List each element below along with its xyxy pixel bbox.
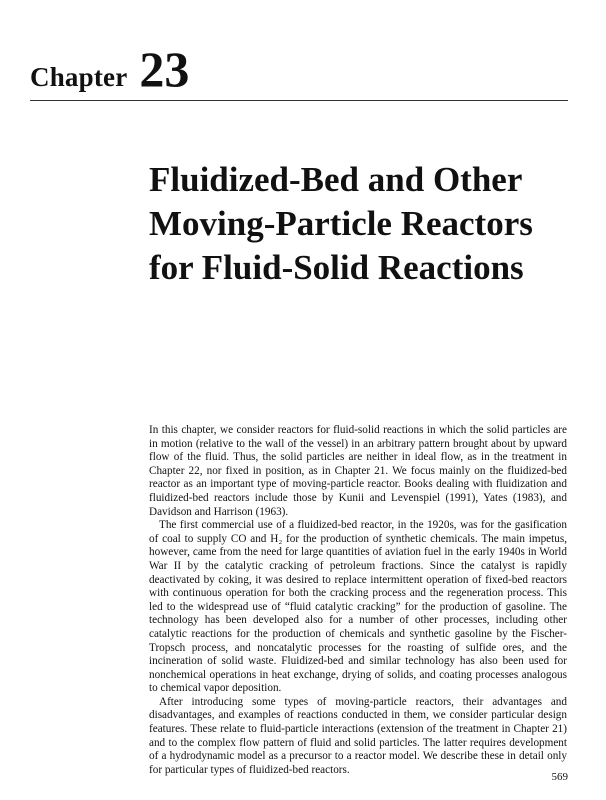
- chapter-title-line: Fluidized-Bed and Other: [149, 160, 523, 199]
- paragraph: In this chapter, we consider reactors for fluid-solid reactions in which the solid particles are in motion (relative to the wall of the vessel) in an arbitrary pattern brought about by upward flow of the fluid. Thus, the solid particles are neither in ideal flow, as in the treatment in Chapter 22, nor fixed in position, as in Chapter 21. We focus mainly on the fluidized-bed reactor as an important type of moving-particle reactor. Books dealing with fluidization and fluidized-bed reactors include those by Kunii and Levenspiel (1991), Yates (1983), and Davidson and Harrison (1963).: [149, 424, 567, 518]
- chapter-title-line: Moving-Particle Reactors: [149, 204, 533, 243]
- heading-rule: [30, 100, 568, 101]
- chapter-title: [149, 158, 569, 290]
- paragraph: After introducing some types of moving-particle reactors, their advantages and disadvantages, and examples of reactions conducted in them, we consider particular design features. These relate to fluid-particle interactions (extension of the treatment in Chapter 21) and to the complex flow pattern of fluid and solid particles. The latter requires development of a hydrodynamic model as a precursor to a reactor model. We describe these in detail only for particular types of fluidized-bed reactors.: [149, 695, 567, 776]
- chapter-title-line: for Fluid-Solid Reactions: [149, 248, 524, 287]
- body-text: [149, 424, 567, 777]
- paragraph: The first commercial use of a fluidized-bed reactor, in the 1920s, was for the gasification of coal to supply CO and H₂ for the production of synthetic chemicals. The main impetus, however, came from the need for large quantities of aviation fuel in the early 1940s in World War II by the catalytic cracking of petroleum fractions. Since the catalyst is rapidly deactivated by coking, it was desired to replace intermittent operation of fixed-bed reactors with continuous operation for both the cracking process and the regeneration process. This led to the widespread use of “fluid catalytic cracking” for the production of gasoline. The technology has been developed also for a number of other processes, including other catalytic reactions for the production of chemicals and synthetic gasoline by the Fischer-Tropsch process, and noncatalytic processes for the roasting of sulfide ores, and the incineration of solid waste. Fluidized-bed and similar technology has also been used for nonchemical operations in heat exchange, drying of solids, and coating processes analogous to chemical vapor deposition.: [149, 519, 567, 695]
- chapter-heading: [30, 41, 190, 97]
- chapter-number: 23: [139, 41, 190, 97]
- chapter-label: Chapter: [30, 62, 128, 92]
- page-number: 569: [551, 771, 568, 783]
